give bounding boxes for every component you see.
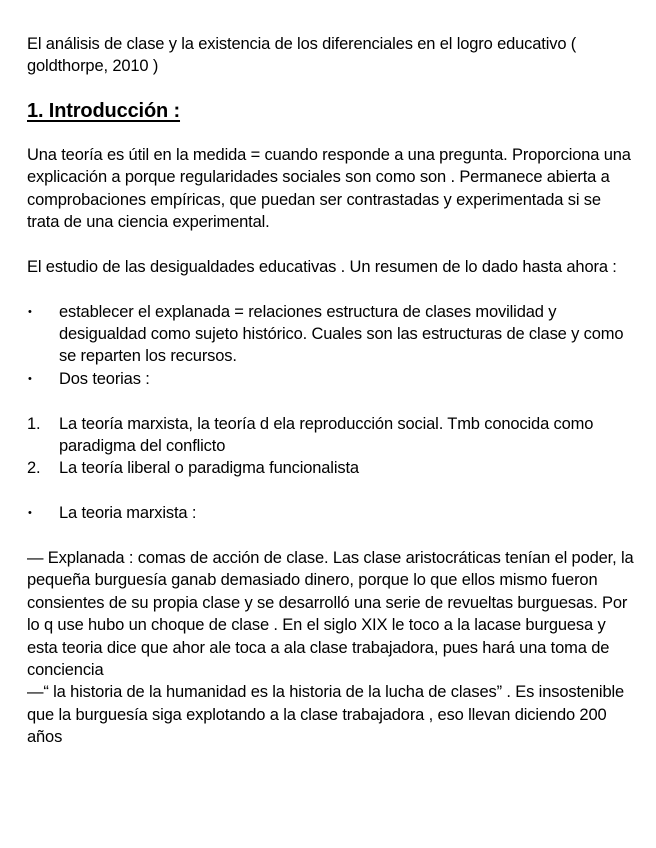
- numbered-list: [27, 413, 636, 480]
- bullet-marker: •: [28, 305, 32, 318]
- paragraph-inequalities: El estudio de las desigualdades educativas . Un resumen de lo dado hasta ahora :: [27, 257, 617, 276]
- list-item: [27, 502, 636, 524]
- list-item-text: La teoría liberal o paradigma funcionalista: [59, 459, 359, 478]
- paragraph-explanada: — Explanada : comas de acción de clase. Las clase aristocráticas tenían el poder, la pequeña burguesía ganab demasiado dinero, porque lo que ellos mismo fueron consientes de su propia clase y se desarrolló una serie de revueltas burguesas. Por lo q use hubo un choque de clase . En el siglo XIX le toco a la lacase burguesa y esta teoria dice que ahor ale toca a ala clase trabajadora, pues hará una toma de conciencia: [27, 549, 634, 680]
- bullet-marker: •: [28, 372, 32, 385]
- list-item-text: La teoria marxista :: [59, 504, 197, 523]
- list-item: [27, 301, 636, 368]
- bullet-list-marxist: [27, 502, 636, 524]
- list-item: [27, 457, 636, 479]
- paragraph-theory: Una teoría es útil en la medida = cuando responde a una pregunta. Proporciona una explicación a porque regularidades sociales son como son . Permanece abierta a comprobaciones empíricas, que puedan ser contrastadas y experimentada si se trata de una ciencia experimental.: [27, 145, 631, 232]
- list-item: [27, 368, 636, 390]
- list-item-text: establecer el explanada = relaciones estructura de clases movilidad y desigualdad como sujeto histórico. Cuales son las estructuras de clase y como se reparten los recursos.: [59, 302, 624, 366]
- number-marker: 1.: [27, 414, 41, 433]
- paragraph-quote: —“ la historia de la humanidad es la historia de la lucha de clases” . Es insostenible que la burguesía siga explotando a la clase trabajadora , eso llevan diciendo 200 años: [27, 683, 625, 747]
- document-title: El análisis de clase y la existencia de los diferenciales en el logro educativo ( goldthorpe, 2010 ): [27, 35, 577, 76]
- bullet-list: [27, 301, 636, 391]
- bullet-marker: •: [28, 507, 32, 520]
- section-heading: 1. Introducción :: [27, 99, 181, 122]
- number-marker: 2.: [27, 459, 41, 478]
- list-item-text: Dos teorias :: [59, 369, 150, 388]
- list-item-text: La teoría marxista, la teoría d ela reproducción social. Tmb conocida como paradigma del conflicto: [59, 414, 594, 456]
- list-item: [27, 413, 636, 458]
